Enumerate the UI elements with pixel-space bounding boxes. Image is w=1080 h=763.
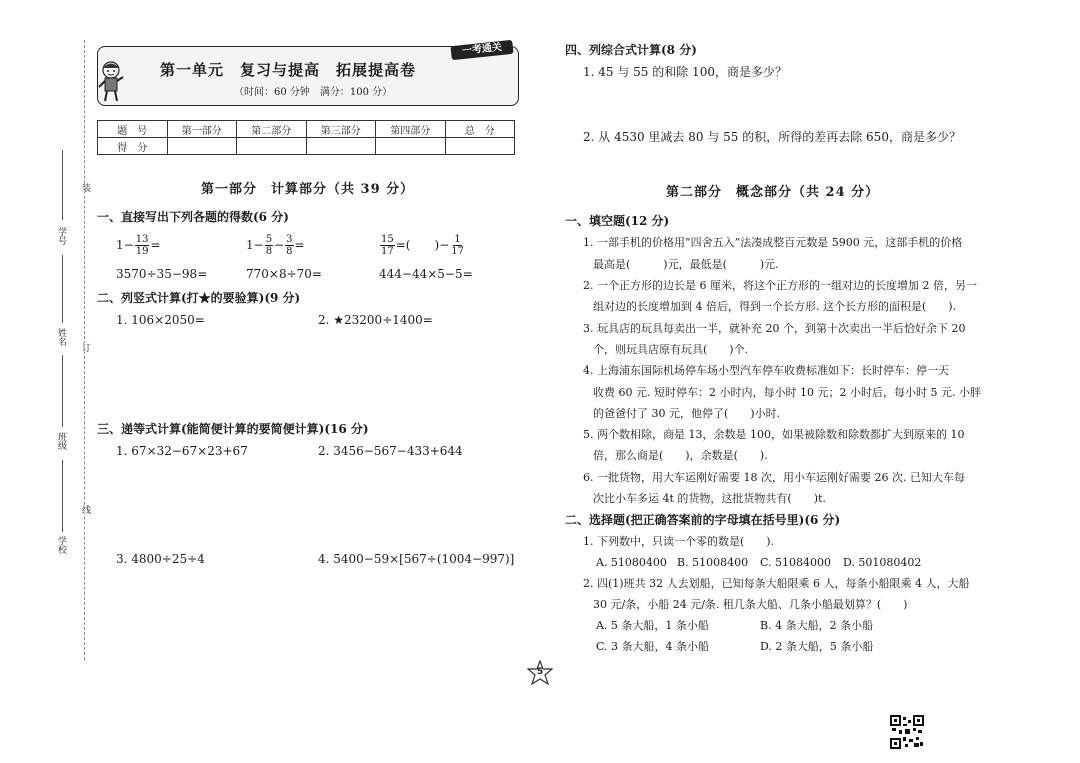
cartoon-boy-icon (96, 59, 126, 103)
margin-label-class: 班级 (56, 432, 66, 450)
choice-option: B. 4 条大船，2 条小船 (760, 619, 874, 632)
cut-mark-ding: 订 (80, 343, 90, 352)
choice-option: B. 51008400 (677, 556, 749, 569)
fill-line: 6. 一批货物，用大车运刚好需要 18 次，用小车运刚好需要 26 次. 已知大车每 (583, 471, 965, 484)
problem-3-1: 1. 67×32−67×23+67 (116, 444, 248, 458)
text: =( )− (395, 238, 450, 252)
denominator: 17 (381, 246, 394, 257)
fill-line: 倍，那么商是( )，余数是( ). (593, 449, 768, 462)
problem-1-5: 770×8÷70= (246, 267, 322, 281)
row-label-cell: 得 分 (98, 138, 168, 155)
denominator: 8 (265, 246, 273, 257)
fill-line: 收费 60 元. 短时停车：2 小时内，每小时 10 元；2 小时后，每小时 5 元. 小胖 (593, 386, 981, 399)
choice-option: D. 2 条大船，5 条小船 (760, 640, 874, 653)
score-cell[interactable] (237, 138, 307, 155)
fraction (135, 234, 150, 257)
problem-1-4: 3570÷35−98= (116, 267, 208, 281)
fill-blank-title: 一、填空题(12 分) (565, 214, 670, 228)
fill-line: 次比小车多运 4t 的货物，这批货物共有( )t. (593, 492, 826, 505)
question-4-2: 2. 从 4530 里减去 80 与 55 的积，所得的差再去除 650，商是多少？ (583, 130, 961, 144)
page-title: 第一单元 复习与提高 拓展提高卷 (160, 61, 417, 79)
choice-option: A. 5 条大船，1 条小船 (596, 619, 709, 632)
time-and-score-info: （时间：60 分钟 满分：100 分） (234, 87, 393, 98)
page-number: 5 (536, 667, 544, 677)
fraction (265, 234, 273, 257)
cut-mark-zhuang: 装 (80, 183, 90, 192)
table-row (98, 121, 515, 138)
problem-2-1: 1. 106×2050= (116, 313, 205, 327)
section2-title: 二、列竖式计算(打★的要验算)(9 分) (97, 291, 301, 305)
text: = (294, 238, 305, 252)
margin-label-student-id: 学号 (56, 227, 66, 245)
choice-question-1: 1. 下列数中，只读一个零的数是( ). (583, 535, 775, 548)
text: − (274, 238, 285, 252)
section1-title: 一、直接写出下列各题的得数(6 分) (97, 210, 289, 224)
choice-option: C. 51084000 (760, 556, 832, 569)
problem-2-2: 2. ★23200÷1400= (318, 313, 433, 327)
text: 1− (116, 238, 134, 252)
text: 1− (246, 238, 264, 252)
binding-margin (0, 0, 90, 763)
section4-title: 四、列综合式计算(8 分) (565, 43, 697, 57)
fraction (450, 234, 465, 257)
problem-1-1 (116, 234, 161, 257)
question-4-1: 1. 45 与 55 的和除 100，商是多少？ (583, 65, 787, 79)
text: = (150, 238, 161, 252)
fraction (285, 234, 293, 257)
header-cell: 第二部分 (237, 121, 307, 138)
score-cell[interactable] (376, 138, 446, 155)
choice-question-2-cont: 30 元/条，小船 24 元/条. 租几条大船、几条小船最划算？( ) (593, 598, 908, 611)
margin-line-class (62, 355, 63, 427)
numerator: 5 (265, 234, 273, 245)
denominator: 19 (135, 246, 149, 257)
numerator: 1 (454, 234, 461, 245)
margin-line-school (62, 460, 63, 532)
fill-line: 最高是( )元，最低是( )元. (593, 258, 779, 271)
header-cell: 第四部分 (376, 121, 446, 138)
problem-1-3 (379, 234, 466, 257)
fill-line: 1. 一部手机的价格用“四舍五入”法凑成整百元数是 5900 元，这部手机的价格 (583, 236, 963, 249)
fill-line: 个，则玩具店原有玩具( )个. (593, 343, 749, 356)
table-row (98, 138, 515, 155)
problem-1-6: 444−44×5−5= (379, 267, 473, 281)
header-cell: 题 号 (98, 121, 168, 138)
fill-line: 的爸爸付了 30 元，他停了( )小时. (593, 407, 781, 420)
header-cell: 第三部分 (306, 121, 376, 138)
denominator: 8 (286, 246, 293, 257)
choice-title: 二、选择题(把正确答案前的字母填在括号里)(6 分) (565, 513, 841, 527)
page-number-badge (527, 660, 553, 686)
brand-badge: 一考通关 (450, 40, 513, 60)
margin-line-name (62, 255, 63, 323)
fill-line: 2. 一个正方形的边长是 6 厘米，将这个正方形的一组对边的长度增加 2 倍，另一 (583, 279, 977, 292)
fill-line: 组对边的长度增加到 4 倍后，得到一个长方形. 这个长方形的面积是( ). (593, 300, 957, 313)
problem-3-2: 2. 3456−567−433+644 (318, 444, 463, 458)
problem-3-3: 3. 4800÷25÷4 (116, 552, 205, 566)
qr-code-icon (890, 715, 924, 749)
choice-option: D. 501080402 (843, 556, 922, 569)
header-cell: 第一部分 (167, 121, 237, 138)
choice-option: A. 51080400 (596, 556, 667, 569)
part2-heading: 第二部分 概念部分（共 24 分） (666, 185, 880, 200)
numerator: 3 (286, 234, 293, 245)
fill-line: 3. 玩具店的玩具每卖出一半，就补充 20 个，到第十次卖出一半后恰好余下 20 (583, 322, 966, 335)
margin-label-school: 学校 (56, 536, 66, 554)
fraction (380, 234, 395, 257)
denominator: 17 (451, 246, 464, 257)
score-cell[interactable] (306, 138, 376, 155)
choice-option: C. 3 条大船，4 条小船 (596, 640, 710, 653)
score-cell[interactable] (167, 138, 237, 155)
fill-line: 4. 上海浦东国际机场停车场小型汽车停车收费标准如下：长时停车：停一天 (583, 364, 949, 377)
header-cell: 总 分 (445, 121, 515, 138)
problem-1-2 (246, 234, 305, 257)
margin-label-name: 姓名 (56, 328, 66, 346)
fill-line: 5. 两个数相除，商是 13，余数是 100，如果被除数和除数都扩大到原来的 10 (583, 428, 965, 441)
part1-heading: 第一部分 计算部分（共 39 分） (201, 182, 415, 197)
score-table (97, 120, 515, 155)
numerator: 13 (135, 234, 149, 245)
section3-title: 三、递等式计算(能简便计算的要简便计算)(16 分) (97, 422, 369, 436)
margin-line-student-id (62, 150, 63, 220)
score-cell[interactable] (445, 138, 515, 155)
numerator: 15 (381, 234, 394, 245)
choice-question-2: 2. 四(1)班共 32 人去划船，已知每条大船限乘 6 人，每条小船限乘 4 人，大船 (583, 577, 970, 590)
problem-3-4: 4. 5400−59×[567÷(1004−997)] (318, 552, 515, 566)
cut-mark-xian: 线 (80, 505, 90, 514)
